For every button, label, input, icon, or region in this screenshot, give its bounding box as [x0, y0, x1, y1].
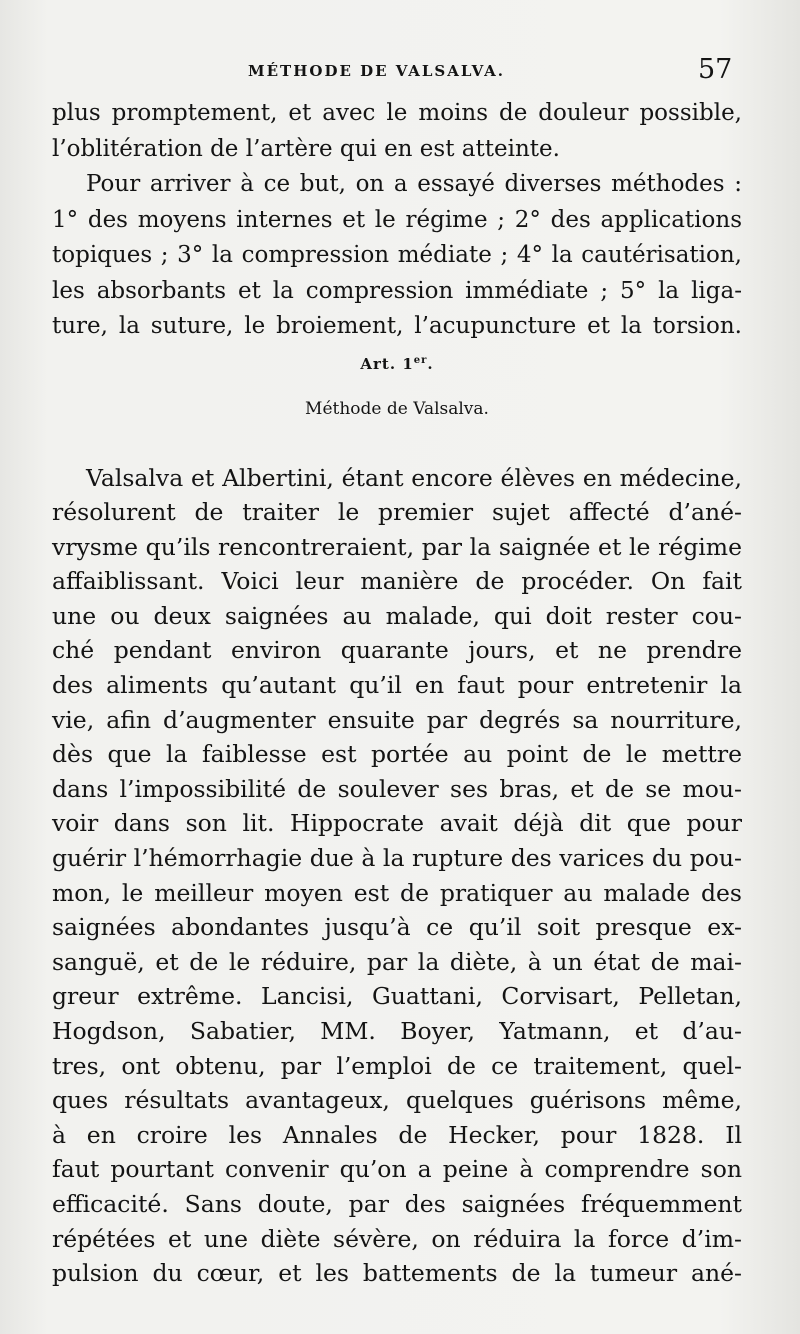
paragraph-main — [52, 461, 742, 1291]
text-line: sanguë, et de le réduire, par la diète, à un état de mai- — [52, 947, 742, 976]
text-line: Hogdson, Sabatier, MM. Boyer, Yatmann, et d’au- — [52, 1017, 742, 1045]
text-line: répétées et une diète sévère, on réduira la force d’im- — [52, 1224, 742, 1253]
text-line: résolurent de traiter le premier sujet affecté d’ané- — [52, 498, 742, 527]
text-line: des aliments qu’autant qu’il en faut pour entretenir la — [52, 671, 742, 700]
paragraph-continuation — [52, 96, 742, 345]
text-line: topiques ; 3° la compression médiate ; 4° la cautérisation, — [52, 242, 742, 268]
section-title: Méthode de Valsalva. — [305, 398, 489, 419]
text-line: tres, ont obtenu, par l’emploi de ce traitement, quel- — [52, 1051, 742, 1080]
text-line: dès que la faiblesse est portée au point de le mettre — [52, 740, 742, 769]
text-line: pulsion du cœur, et les battements de la tumeur ané- — [52, 1259, 742, 1288]
text-line: dans l’impossibilité de soulever ses bras, et de se mou- — [52, 774, 742, 803]
article-label: Art. — [360, 354, 397, 373]
text-line: l’oblitération de l’artère qui en est atteinte. — [52, 135, 560, 162]
text-line: ture, la suture, le broiement, l’acupuncture et la torsion. — [52, 313, 742, 339]
text-line: les absorbants et la compression immédiate ; 5° la liga- — [52, 277, 742, 304]
running-title: MÉTHODE DE VALSALVA. — [248, 62, 505, 80]
page-body — [52, 96, 742, 1291]
text-line: faut pourtant convenir qu’on a peine à comprendre son — [52, 1155, 742, 1184]
text-line: saignées abondantes jusqu’à ce qu’il soit presque ex- — [52, 913, 742, 942]
text-line: mon, le meilleur moyen est de pratiquer au malade des — [52, 878, 742, 907]
text-line: ché pendant environ quarante jours, et ne prendre — [52, 636, 742, 665]
text-line: à en croire les Annales de Hecker, pour 1828. Il — [52, 1120, 742, 1149]
text-line: Pour arriver à ce but, on a essayé diverses méthodes : — [86, 171, 742, 197]
article-heading: Art. 1er. — [360, 354, 434, 373]
text-line: ques résultats avantageux, quelques guérisons même, — [52, 1086, 742, 1115]
text-line: guérir l’hémorrhagie due à la rupture des varices du pou- — [52, 844, 742, 873]
text-line: voir dans son lit. Hippocrate avait déjà dit que pour — [52, 809, 742, 838]
text-line: affaiblissant. Voici leur manière de procéder. On fait — [52, 567, 742, 596]
text-line: 1° des moyens internes et le régime ; 2° des applications — [52, 206, 742, 233]
text-line: vrysme qu’ils rencontreraient, par la saignée et le régime — [52, 532, 742, 561]
article-number: 1 — [402, 354, 414, 373]
text-line: une ou deux saignées au malade, qui doit rester cou- — [52, 601, 742, 630]
page-number: 57 — [698, 54, 733, 85]
article-number-suffix: er — [413, 354, 428, 366]
text-line: greur extrême. Lancisi, Guattani, Corvisart, Pelletan, — [52, 982, 742, 1011]
text-line: vie, afin d’augmenter ensuite par degrés sa nourriture, — [52, 705, 742, 734]
text-line: efficacité. Sans doute, par des saignées fréquemment — [52, 1189, 742, 1218]
text-line: Valsalva et Albertini, étant encore élèves en médecine, — [86, 463, 742, 492]
text-line: plus promptement, et avec le moins de douleur possible, — [52, 100, 742, 126]
page-header — [0, 54, 800, 88]
